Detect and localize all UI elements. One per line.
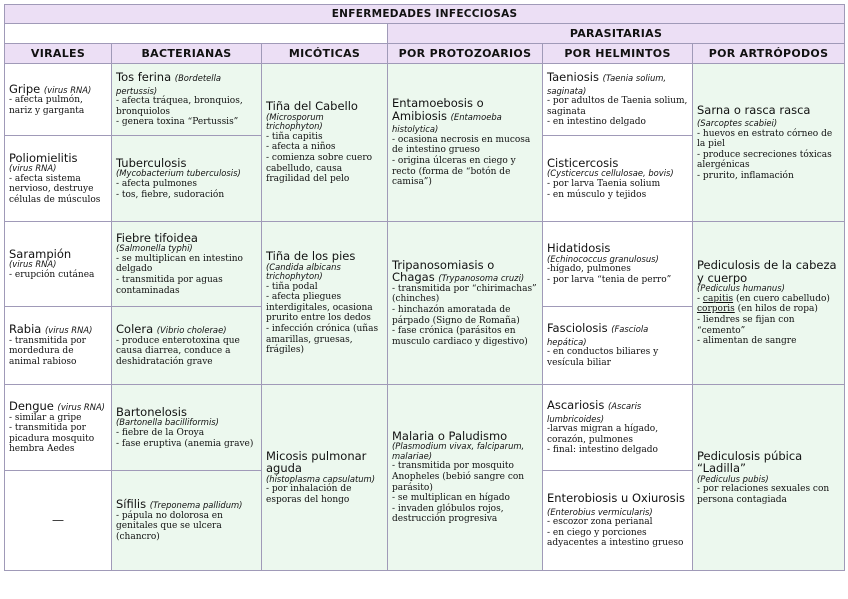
disease-cell-enterobiosis: Enterobiosis u Oxiurosis (Enterobius vermicularis) - escozor zona perianal - en ciego y porciones adyacentes a intestino grueso — [543, 471, 693, 571]
disease-cell-colera: Colera (Vibrio cholerae) - produce enterotoxina que causa diarrea, conduce a deshidratación grave — [112, 307, 262, 385]
disease-cell-taeniosis: Taeniosis (Taenia solium, saginata) - por adultos de Taenia solium, saginata - en intestino delgado — [543, 64, 693, 136]
col-header-virales: VIRALES — [5, 44, 112, 64]
disease-cell-fasciolosis: Fasciolosis (Fasciola hepática) - en conductos biliares y vesícula biliar — [543, 307, 693, 385]
disease-cell-pediculosis-pubica: Pediculosis púbica “Ladilla” (Pediculus pubis) - por relaciones sexuales con persona contagiada — [693, 385, 845, 571]
infectious-diseases-table — [4, 4, 845, 571]
col-header-bacterianas: BACTERIANAS — [112, 44, 262, 64]
disease-cell-sarna: Sarna o rasca rasca (Sarcoptes scabiei) - huevos en estrato córneo de la piel - produce secreciones tóxicas alergénicas - prurito, inflamación — [693, 64, 845, 222]
disease-cell-bartonelosis: Bartonelosis (Bartonella bacilliformis) - fiebre de la Oroya - fase eruptiva (anemia grave) — [112, 385, 262, 471]
disease-cell-ascariosis: Ascariosis (Ascaris lumbricoides) -larvas migran a hígado, corazón, pulmones - final: intestino delgado — [543, 385, 693, 471]
disease-cell-tos-ferina: Tos ferina (Bordetella pertussis) - afecta tráquea, bronquios, bronquiolos - genera toxina “Pertussis” — [112, 64, 262, 136]
disease-cell-malaria: Malaria o Paludismo (Plasmodium vivax, falciparum, malariae) - transmitida por mosquito Anopheles (bebió sangre con parásito) - se multiplican en hígado - invaden glóbulos rojos, destrucción progresiva — [388, 385, 543, 571]
disease-cell-entamoebosis: Entamoebosis o Amibiosis (Entamoeba histolytica) - ocasiona necrosis en mucosa de intestino grueso - origina úlceras en ciego y recto (forma de “botón de camisa”) — [388, 64, 543, 222]
col-header-artropodos: POR ARTRÓPODOS — [693, 44, 845, 64]
disease-cell-poliomielitis: Poliomielitis (virus RNA) - afecta sistema nervioso, destruye células de músculos — [5, 136, 112, 222]
header-parasitarias: PARASITARIAS — [388, 24, 845, 44]
disease-cell-fiebre-tifoidea: Fiebre tifoidea (Salmonella typhi) - se multiplican en intestino delgado - transmitida por aguas contaminadas — [112, 222, 262, 307]
disease-cell-tina-pies: Tiña de los pies (Candida albicans trichophyton) - tiña podal - afecta pliegues interdigitales, ocasiona prurito entre los dedos - infección crónica (uñas amarillas, gruesas, frágiles) — [262, 222, 388, 385]
disease-cell-hidatidosis: Hidatidosis (Echinococcus granulosus) -hígado, pulmones - por larva “tenia de perro” — [543, 222, 693, 307]
disease-cell-sifilis: Sífilis (Treponema pallidum) - pápula no dolorosa en genitales que se ulcera (chancro) — [112, 471, 262, 571]
disease-cell-cisticercosis: Cisticercosis (Cysticercus cellulosae, bovis) - por larva Taenia solium - en músculo y tejidos — [543, 136, 693, 222]
col-header-protozoarios: POR PROTOZOARIOS — [388, 44, 543, 64]
col-header-helmintos: POR HELMINTOS — [543, 44, 693, 64]
disease-cell-tuberculosis: Tuberculosis (Mycobacterium tuberculosis) - afecta pulmones - tos, fiebre, sudoración — [112, 136, 262, 222]
header-blank — [5, 24, 388, 44]
disease-cell-rabia: Rabia (virus RNA) - transmitida por mordedura de animal rabioso — [5, 307, 112, 385]
disease-cell-pediculosis-cabeza: Pediculosis de la cabeza y cuerpo (Pediculus humanus) - capitis (en cuero cabelludo) corporis (en hilos de ropa) - liendres se fijan con “cemento” - alimentan de sangre — [693, 222, 845, 385]
empty-cell-dash: — — [5, 471, 112, 571]
disease-cell-tina-cabello: Tiña del Cabello (Microsporum trichophyton) - tiña capitis - afecta a niños - comienza sobre cuero cabelludo, causa fragilidad del pelo — [262, 64, 388, 222]
disease-cell-dengue: Dengue (virus RNA) - similar a gripe - transmitida por picadura mosquito hembra Aedes — [5, 385, 112, 471]
disease-cell-gripe: Gripe (virus RNA) - afecta pulmón, nariz y garganta — [5, 64, 112, 136]
disease-cell-chagas: Tripanosomiasis o Chagas (Trypanosoma cruzi) - transmitida por “chirimachas” (chinches) - hinchazón amoratada de párpado (Signo de Romaña) - fase crónica (parásitos en musculo cardiaco y digestivo) — [388, 222, 543, 385]
disease-cell-sarampion: Sarampión (virus RNA) - erupción cutánea — [5, 222, 112, 307]
disease-cell-micosis-pulmonar: Micosis pulmonar aguda (histoplasma capsulatum) - por inhalación de esporas del hongo — [262, 385, 388, 571]
col-header-micoticas: MICÓTICAS — [262, 44, 388, 64]
table-title: ENFERMEDADES INFECCIOSAS — [5, 5, 845, 24]
